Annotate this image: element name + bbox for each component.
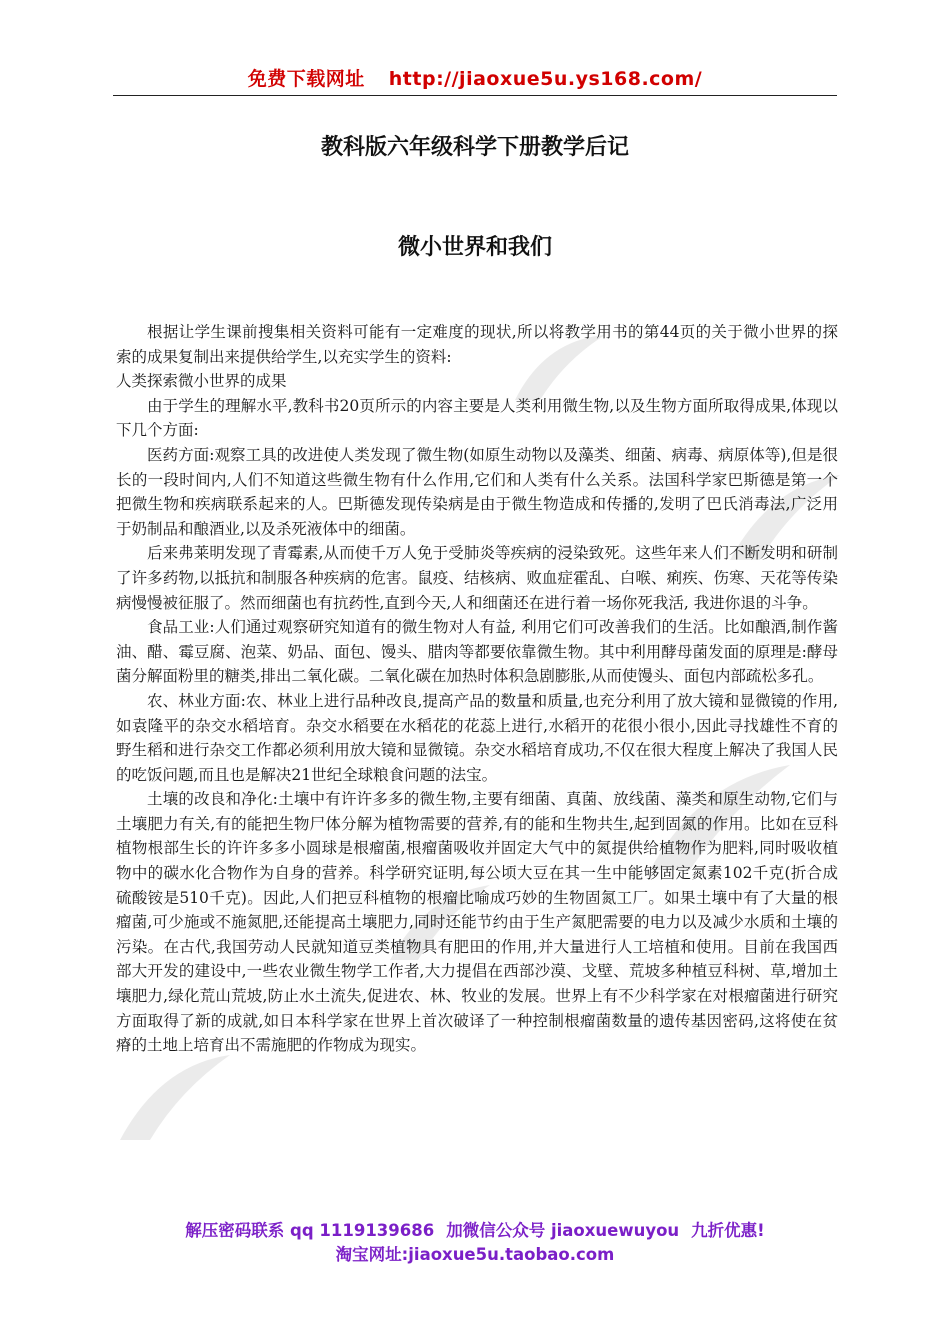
footer-qq: 解压密码联系 qq 1119139686 — [185, 1221, 435, 1240]
document-body — [116, 320, 838, 1058]
paragraph-intro: 根据让学生课前搜集相关资料可能有一定难度的现状,所以将教学用书的第44页的关于微小世界的探索的成果复制出来提供给学生,以充实学生的资料: — [116, 323, 838, 366]
paragraph-food-industry: 食品工业:人们通过观察研究知道有的微生物对人有益, 利用它们可改善我们的生活。比如酿酒,制作酱油、醋、霉豆腐、泡菜、奶品、面包、馒头、腊肉等都要依靠微生物。其中利用酵母菌发面的原理是:酵母菌分解面粉里的糖类,排出二氧化碳。二氧化碳在加热时体积急剧膨胀,从而使馒头、面包内部疏松多孔。 — [116, 618, 838, 686]
paragraph-subheading: 人类探索微小世界的成果 — [116, 372, 287, 391]
footer-discount: 九折优惠! — [691, 1221, 765, 1240]
footer-taobao-link[interactable]: jiaoxue5u.taobao.com — [408, 1245, 615, 1264]
paragraph-medicine: 医药方面:观察工具的改进使人类发现了微生物(如原生动物以及藻类、细菌、病毒、病原体等),但是很长的一段时间内,人们不知道这些微生物有什么作用,它们和人类有什么关系。法国科学家巴斯德是第一个把微生物和疾病联系起来的人。巴斯德发现传染病是由于微生物造成和传播的,发明了巴氏消毒法,广泛用于奶制品和酿酒业,以及杀死液体中的细菌。 — [116, 445, 838, 538]
paragraph-soil: 土壤的改良和净化:土壤中有许许多多的微生物,主要有细菌、真菌、放线菌、藻类和原生动物,它们与土壤肥力有关,有的能把生物尸体分解为植物需要的营养,有的能和生物共生,起到固氮的作用。比如在豆科植物根部生长的许许多多小圆球是根瘤菌,根瘤菌吸收并固定大气中的氮提供给植物作为肥料,同时吸收植物中的碳水化合物作为自身的营养。科学研究证明,每公顷大豆在其一生中能够固定氮素102千克(折合成硫酸铵是510千克)。因此,人们把豆科植物的根瘤比喻成巧妙的生物固氮工厂。如果土壤中有了大量的根瘤菌,可少施或不施氮肥,还能提高土壤肥力,同时还能节约由于生产氮肥需要的电力以及减少水质和土壤的污染。在古代,我国劳动人民就知道豆类植物具有肥田的作用,并大量进行人工培植和使用。目前在我国西部大开发的建设中,一些农业微生物学工作者,大力提倡在西部沙漠、戈壁、荒坡多种植豆科树、草,增加土壤肥力,绿化荒山荒坡,防止水土流失,促进农、林、牧业的发展。世界上有不少科学家在对根瘤菌进行研究方面取得了新的成就,如日本科学家在世界上首次破译了一种控制根瘤菌数量的遗传基因密码,这将使在贫瘠的土地上培育出不需施肥的作物成为现实。 — [116, 790, 838, 1055]
footer-taobao-label: 淘宝网址: — [335, 1245, 409, 1264]
watermark-logo — [110, 1050, 240, 1150]
paragraph-penicillin: 后来弗莱明发现了青霉素,从而使千万人免于受肺炎等疾病的浸染致死。这些年来人们不断发明和研制了许多药物,以抵抗和制服各种疾病的危害。鼠疫、结核病、败血症霍乱、白喉、痢疾、伤寒、天花等传染病慢慢被征服了。然而细菌也有抗药性,直到今天,人和细菌还在进行着一场你死我活, 我进你退的斗争。 — [116, 544, 838, 612]
footer-wechat: 加微信公众号 jiaoxuewuyou — [446, 1221, 680, 1240]
footer-taobao-line — [113, 1241, 837, 1265]
header-label: 免费下载网址 — [247, 68, 365, 90]
header-url-link[interactable]: http://jiaoxue5u.ys168.com/ — [388, 68, 703, 90]
paragraph-agriculture: 农、林业方面:农、林业上进行品种改良,提高产品的数量和质量,也充分利用了放大镜和显微镜的作用,如袁隆平的杂交水稻培育。杂交水稻要在水稻花的花蕊上进行,水稻开的花很小很小,因此寻找雄性不育的野生稻和进行杂交工作都必须利用放大镜和显微镜。杂交水稻培育成功,不仅在很大程度上解决了我国人民的吃饭问题,而且也是解决21世纪全球粮食问题的法宝。 — [116, 691, 838, 784]
footer-contact-line — [113, 1217, 837, 1241]
header-download-banner — [113, 64, 837, 91]
section-title: 微小世界和我们 — [397, 235, 552, 260]
document-title: 教科版六年级科学下册教学后记 — [320, 135, 629, 160]
header-divider — [113, 95, 837, 96]
paragraph-overview: 由于学生的理解水平,教科书20页所示的内容主要是人类利用微生物,以及生物方面所取得成果,体现以下几个方面: — [116, 396, 838, 440]
